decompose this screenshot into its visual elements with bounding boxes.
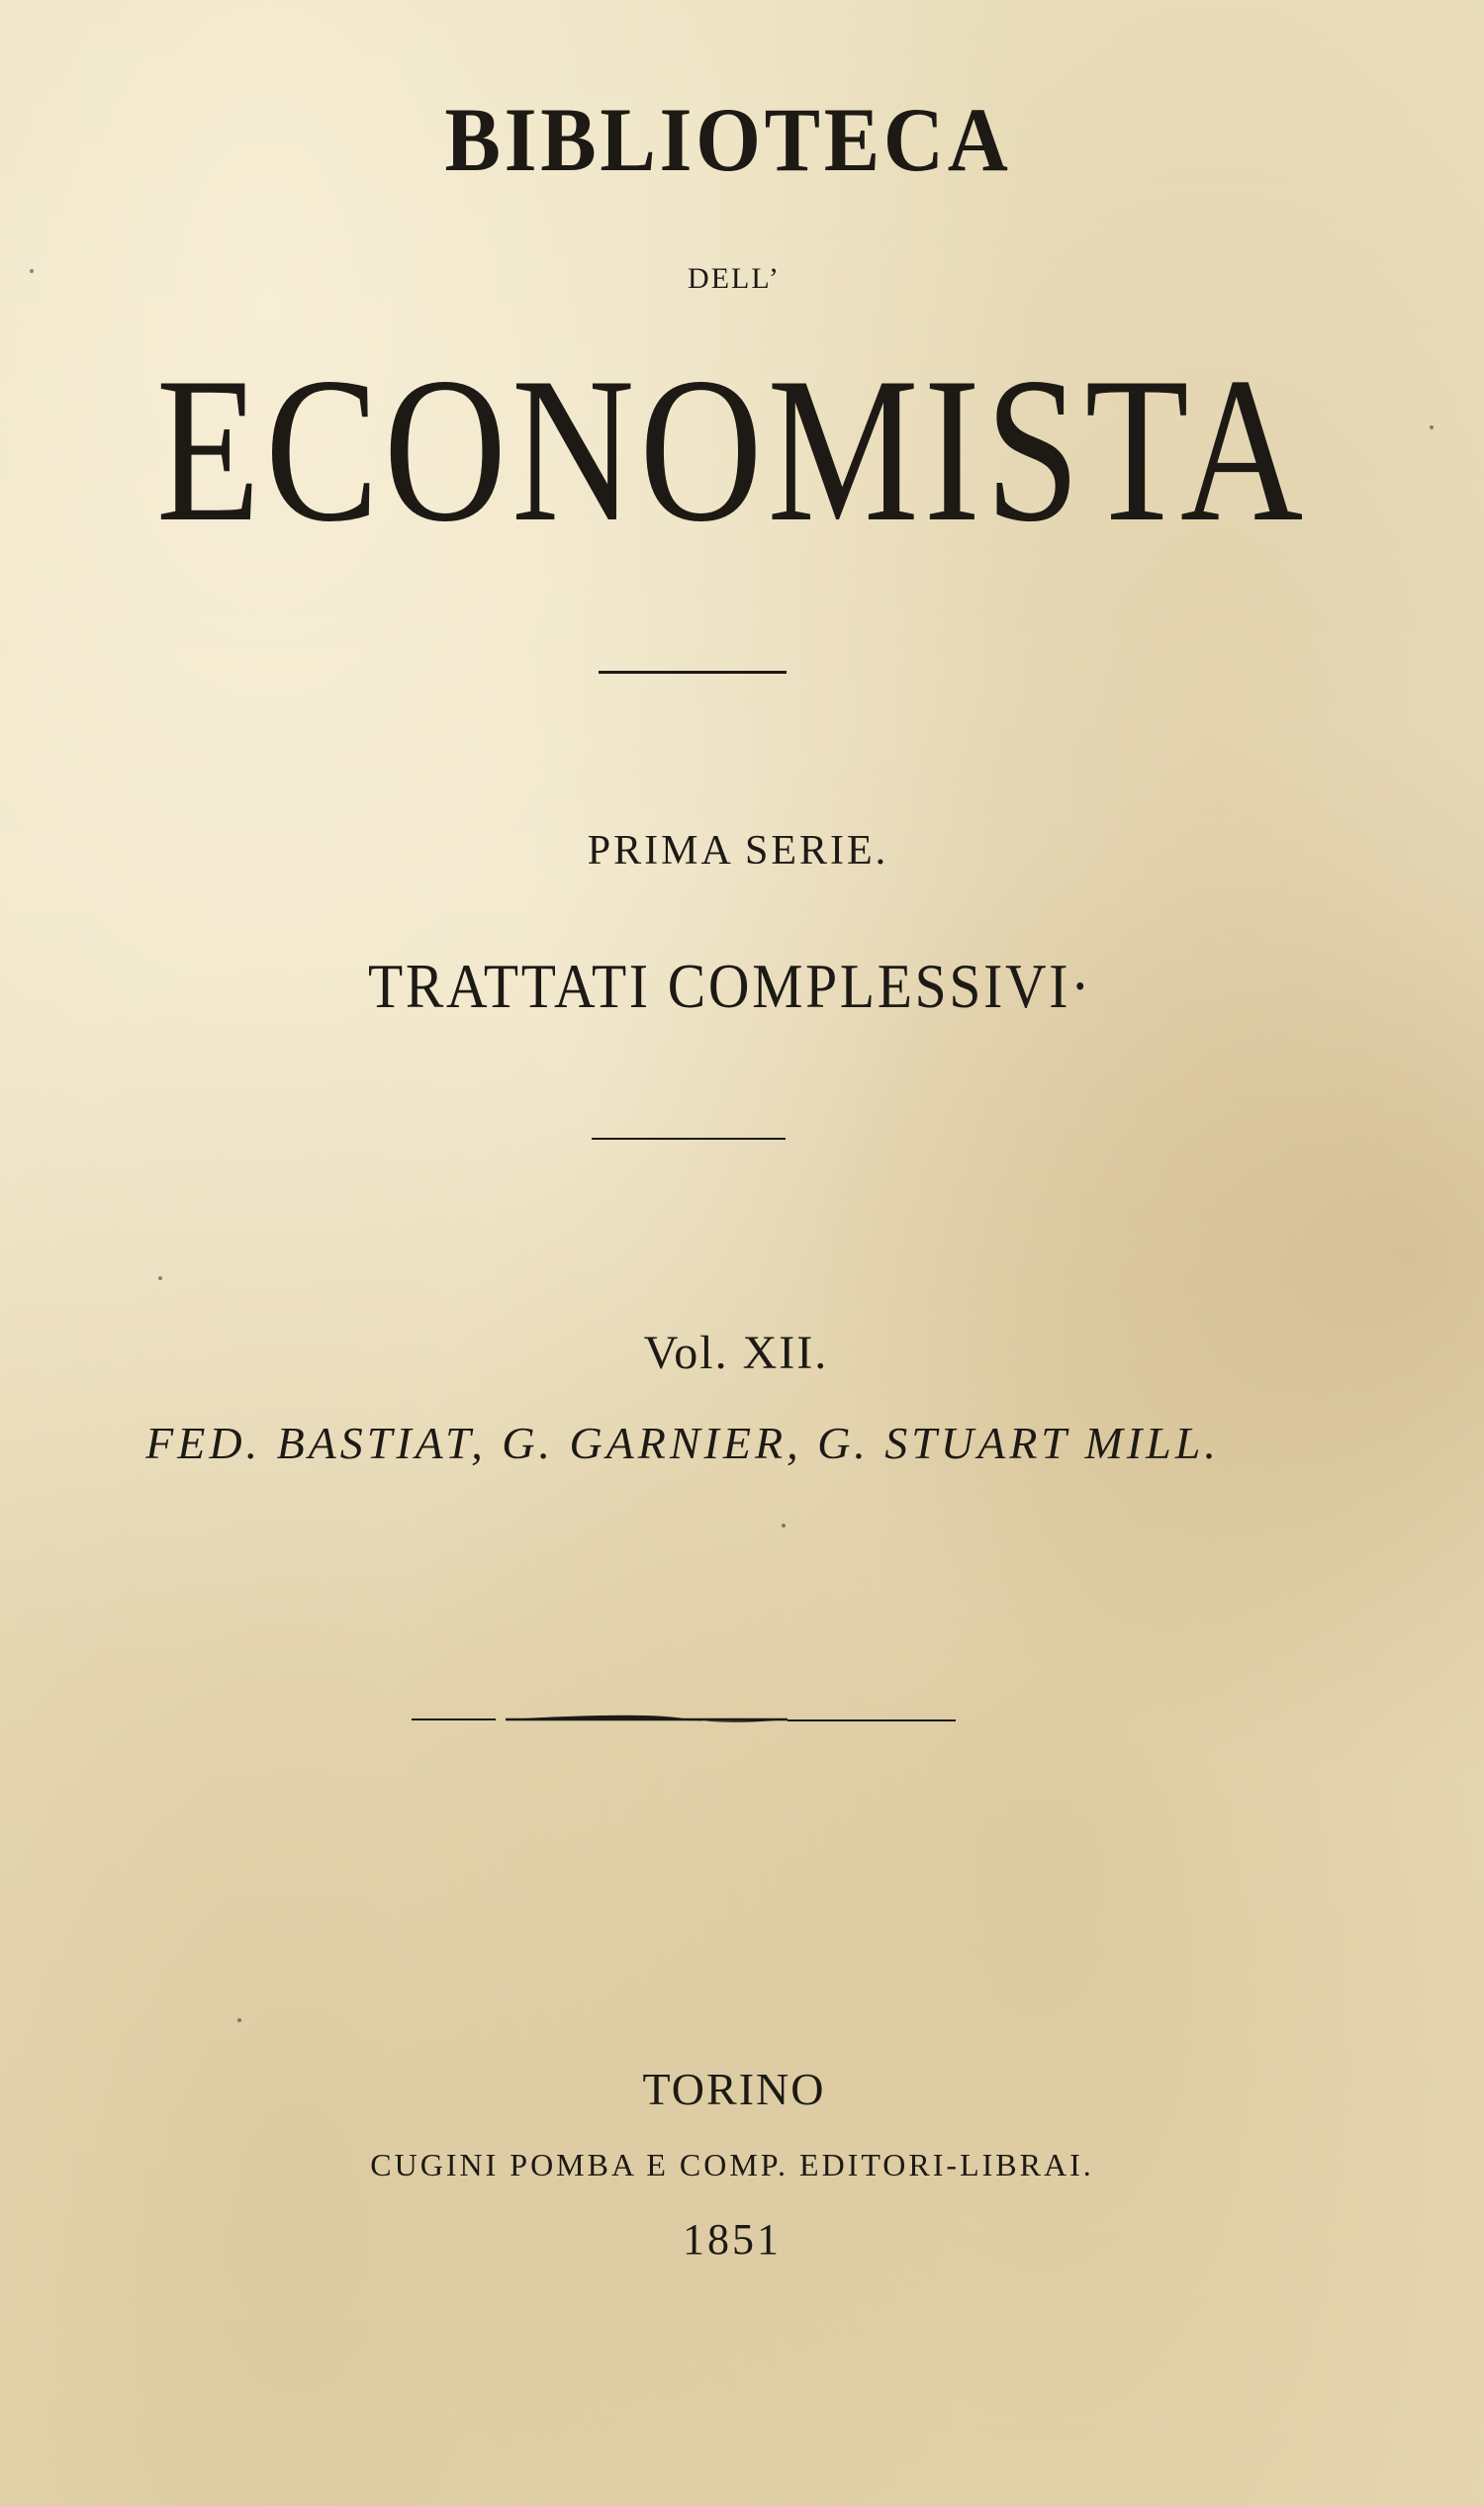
title-economista: ECONOMISTA — [155, 335, 1309, 565]
series-label: PRIMA SERIE. — [587, 828, 889, 874]
paper-speck — [158, 1276, 162, 1280]
divider-rule-top — [599, 671, 787, 674]
imprint-year: 1851 — [683, 2215, 782, 2264]
paper-speck — [782, 1524, 786, 1528]
imprint-publisher: CUGINI POMBA E COMP. EDITORI-LIBRAI. — [370, 2147, 1094, 2182]
authors-line: FED. BASTIAT, G. GARNIER, G. STUART MILL. — [145, 1418, 1220, 1468]
paper-speck — [1430, 425, 1434, 429]
imprint-place: TORINO — [642, 2064, 826, 2114]
title-biblioteca: BIBLIOTECA — [444, 89, 1012, 190]
paper-speck — [30, 269, 34, 273]
volume-number: Vol. XII. — [643, 1327, 829, 1379]
divider-rule-middle — [592, 1138, 786, 1140]
paper-speck — [237, 2018, 241, 2022]
ornamental-rule — [412, 1708, 956, 1731]
title-dell: DELL’ — [688, 262, 781, 295]
subtitle: TRATTATI COMPLESSIVI· — [367, 951, 1093, 1021]
